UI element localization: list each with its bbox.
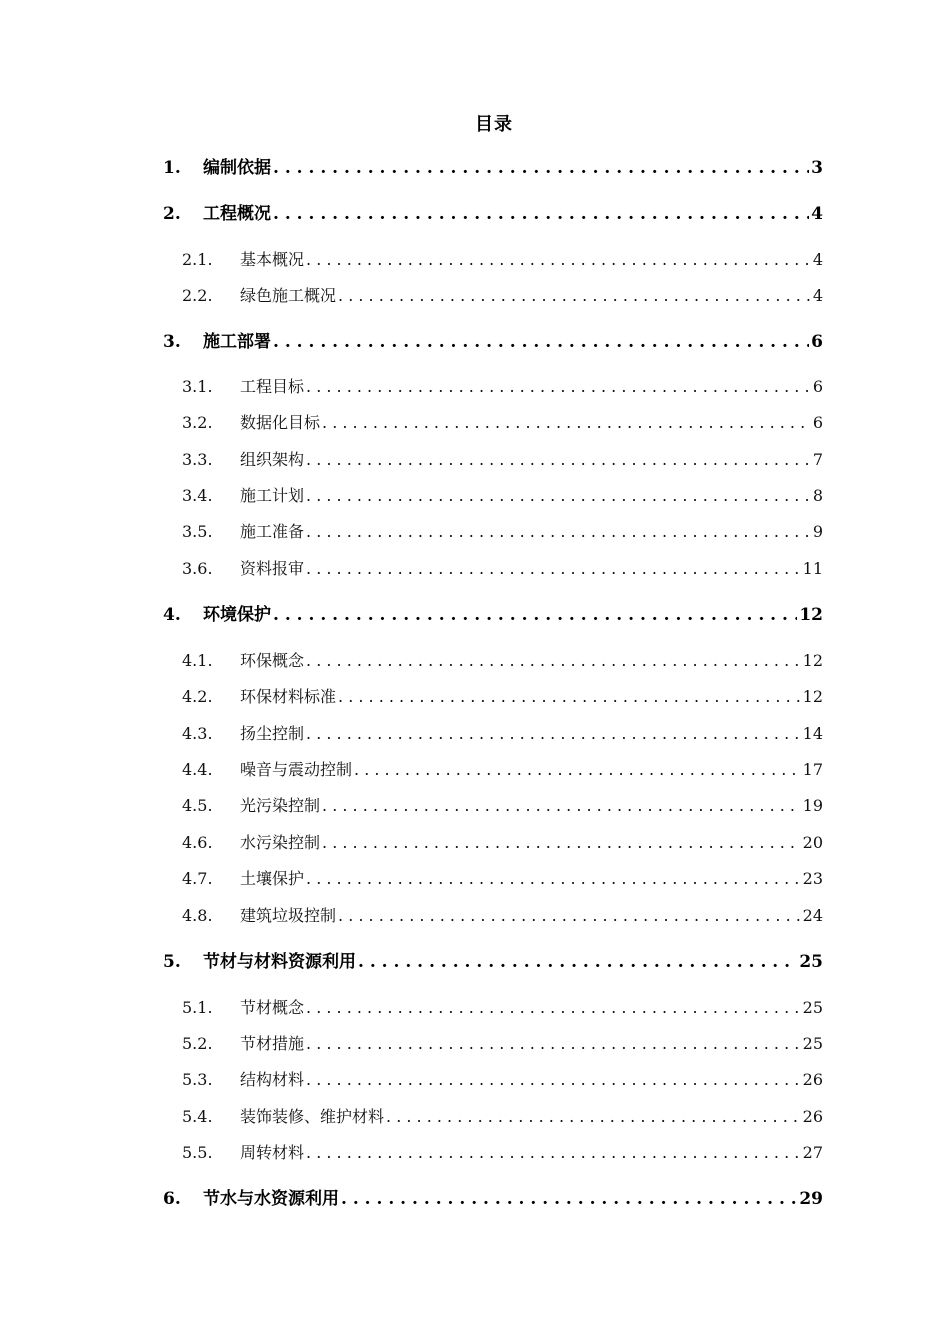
- toc-leader-dots: [338, 908, 801, 924]
- toc-entry-number: 2.1.: [182, 250, 213, 269]
- toc-leader-dots: [386, 1109, 801, 1125]
- toc-entry-section[interactable]: [182, 689, 823, 705]
- toc-entry-page-number: 6: [812, 413, 823, 432]
- toc-entry-section[interactable]: [182, 524, 823, 540]
- toc-entry-title: 施工准备: [240, 522, 305, 541]
- toc-entry-chapter[interactable]: [163, 334, 823, 351]
- toc-entry-section[interactable]: [182, 871, 823, 887]
- toc-leader-dots: [306, 1036, 801, 1052]
- toc-entry-chapter[interactable]: [163, 160, 823, 177]
- toc-entry-title: 环保材料标准: [240, 687, 337, 706]
- toc-leader-dots: [273, 160, 809, 177]
- toc-entry-title: 资料报审: [240, 559, 305, 578]
- toc-entry-page-number: 29: [799, 1189, 823, 1209]
- toc-entry-title: 节水与水资源利用: [203, 1189, 339, 1209]
- toc-entry-page-number: 12: [802, 651, 823, 670]
- toc-entry-section[interactable]: [182, 379, 823, 395]
- toc-entry-chapter[interactable]: [163, 607, 823, 624]
- toc-entry-number: 4.5.: [182, 796, 213, 815]
- toc-leader-dots: [322, 835, 801, 851]
- toc-entry-page-number: 4: [812, 250, 823, 269]
- toc-leader-dots: [306, 1000, 801, 1016]
- toc-entry-number: 3.3.: [182, 450, 213, 469]
- toc-entry-number: 5.4.: [182, 1107, 213, 1126]
- toc-entry-title: 基本概况: [240, 250, 305, 269]
- toc-entry-page-number: 23: [802, 869, 823, 888]
- toc-entry-section[interactable]: [182, 798, 823, 814]
- toc-entry-page-number: 4: [811, 204, 823, 224]
- toc-entry-number: 4.6.: [182, 833, 213, 852]
- toc-leader-dots: [306, 1072, 801, 1088]
- toc-leader-dots: [306, 488, 811, 504]
- toc-entry-title: 环境保护: [203, 605, 271, 625]
- toc-entry-number: 5.2.: [182, 1034, 213, 1053]
- toc-entry-page-number: 12: [799, 605, 823, 625]
- toc-entry-page-number: 27: [802, 1143, 823, 1162]
- toc-entry-title: 组织架构: [240, 450, 305, 469]
- toc-title: 目录: [475, 114, 513, 135]
- toc-entry-number: 5.1.: [182, 998, 213, 1017]
- toc-entry-section[interactable]: [182, 726, 823, 742]
- toc-entry-title: 土壤保护: [240, 869, 305, 888]
- toc-entry-chapter[interactable]: [163, 206, 823, 223]
- toc-entry-number: 3.: [163, 332, 181, 352]
- toc-entry-title: 环保概念: [240, 651, 305, 670]
- toc-entry-number: 4.7.: [182, 869, 213, 888]
- toc-entry-title: 建筑垃圾控制: [240, 906, 337, 925]
- toc-leader-dots: [354, 762, 801, 778]
- toc-entry-page-number: 25: [802, 1034, 823, 1053]
- toc-leader-dots: [306, 524, 811, 540]
- toc-entry-title: 扬尘控制: [240, 724, 305, 743]
- toc-leader-dots: [273, 334, 809, 351]
- toc-entry-title: 工程概况: [203, 204, 271, 224]
- toc-leader-dots: [306, 561, 801, 577]
- toc-entry-page-number: 19: [802, 796, 823, 815]
- toc-entry-page-number: 3: [811, 158, 823, 178]
- toc-entry-page-number: 11: [802, 559, 823, 578]
- toc-leader-dots: [306, 252, 811, 268]
- toc-entry-page-number: 26: [802, 1107, 823, 1126]
- toc-entry-title: 编制依据: [203, 158, 271, 178]
- toc-entry-page-number: 12: [802, 687, 823, 706]
- toc-entry-section[interactable]: [182, 1145, 823, 1161]
- toc-entry-number: 5.5.: [182, 1143, 213, 1162]
- toc-entry-title: 结构材料: [240, 1070, 305, 1089]
- toc-entry-section[interactable]: [182, 653, 823, 669]
- toc-leader-dots: [341, 1191, 797, 1208]
- toc-entry-number: 4.3.: [182, 724, 213, 743]
- toc-entry-title: 节材概念: [240, 998, 305, 1017]
- toc-entry-page-number: 9: [812, 522, 823, 541]
- toc-leader-dots: [306, 726, 801, 742]
- toc-leader-dots: [306, 653, 801, 669]
- toc-entry-number: 3.5.: [182, 522, 213, 541]
- toc-entry-title: 周转材料: [240, 1143, 305, 1162]
- toc-entry-chapter[interactable]: [163, 1191, 823, 1208]
- toc-entry-number: 4.2.: [182, 687, 213, 706]
- toc-entry-number: 5.: [163, 952, 181, 972]
- toc-entry-section[interactable]: [182, 288, 823, 304]
- toc-entry-page-number: 6: [811, 332, 823, 352]
- toc-entry-section[interactable]: [182, 835, 823, 851]
- toc-entry-chapter[interactable]: [163, 954, 823, 971]
- toc-leader-dots: [338, 689, 801, 705]
- toc-entry-section[interactable]: [182, 452, 823, 468]
- toc-leader-dots: [306, 1145, 801, 1161]
- toc-entry-number: 4.1.: [182, 651, 213, 670]
- toc-leader-dots: [306, 452, 811, 468]
- toc-entry-section[interactable]: [182, 1036, 823, 1052]
- toc-entry-title: 工程目标: [240, 377, 305, 396]
- toc-entry-section[interactable]: [182, 415, 823, 431]
- toc-entry-number: 2.: [163, 204, 181, 224]
- toc-leader-dots: [322, 415, 811, 431]
- toc-entry-number: 3.4.: [182, 486, 213, 505]
- toc-entry-title: 节材措施: [240, 1034, 305, 1053]
- toc-entry-page-number: 14: [802, 724, 823, 743]
- toc-entry-title: 施工计划: [240, 486, 305, 505]
- toc-entry-page-number: 6: [812, 377, 823, 396]
- toc-leader-dots: [358, 954, 797, 971]
- toc-leader-dots: [306, 379, 811, 395]
- toc-leader-dots: [273, 206, 809, 223]
- toc-entry-page-number: 17: [802, 760, 823, 779]
- toc-entry-section[interactable]: [182, 762, 823, 778]
- toc-entry-number: 1.: [163, 158, 181, 178]
- toc-entry-number: 4.4.: [182, 760, 213, 779]
- toc-entry-page-number: 7: [812, 450, 823, 469]
- toc-entry-number: 3.1.: [182, 377, 213, 396]
- toc-entry-number: 2.2.: [182, 286, 213, 305]
- toc-entry-page-number: 4: [812, 286, 823, 305]
- toc-entry-number: 6.: [163, 1189, 181, 1209]
- toc-entry-section[interactable]: [182, 252, 823, 268]
- toc-entry-section[interactable]: [182, 908, 823, 924]
- toc-entry-number: 4.8.: [182, 906, 213, 925]
- toc-entry-section[interactable]: [182, 1072, 823, 1088]
- toc-entry-page-number: 20: [802, 833, 823, 852]
- toc-entry-page-number: 8: [812, 486, 823, 505]
- toc-entry-number: 5.3.: [182, 1070, 213, 1089]
- toc-entry-title: 噪音与震动控制: [240, 760, 353, 779]
- toc-entry-number: 4.: [163, 605, 181, 625]
- toc-entry-title: 数据化目标: [240, 413, 321, 432]
- toc-leader-dots: [322, 798, 801, 814]
- toc-entry-section[interactable]: [182, 488, 823, 504]
- toc-entry-title: 绿色施工概况: [240, 286, 337, 305]
- toc-entry-title: 装饰装修、维护材料: [240, 1107, 385, 1126]
- toc-entry-section[interactable]: [182, 1000, 823, 1016]
- toc-entry-page-number: 25: [799, 952, 823, 972]
- toc-entry-title: 施工部署: [203, 332, 271, 352]
- toc-entry-page-number: 25: [802, 998, 823, 1017]
- toc-leader-dots: [338, 288, 811, 304]
- toc-entry-page-number: 24: [802, 906, 823, 925]
- toc-entry-section[interactable]: [182, 1109, 823, 1125]
- toc-entry-section[interactable]: [182, 561, 823, 577]
- toc-leader-dots: [273, 607, 797, 624]
- toc-entry-number: 3.6.: [182, 559, 213, 578]
- toc-entry-title: 光污染控制: [240, 796, 321, 815]
- toc-entry-page-number: 26: [802, 1070, 823, 1089]
- toc-entry-title: 节材与材料资源利用: [203, 952, 356, 972]
- toc-entry-title: 水污染控制: [240, 833, 321, 852]
- toc-leader-dots: [306, 871, 801, 887]
- toc-entry-number: 3.2.: [182, 413, 213, 432]
